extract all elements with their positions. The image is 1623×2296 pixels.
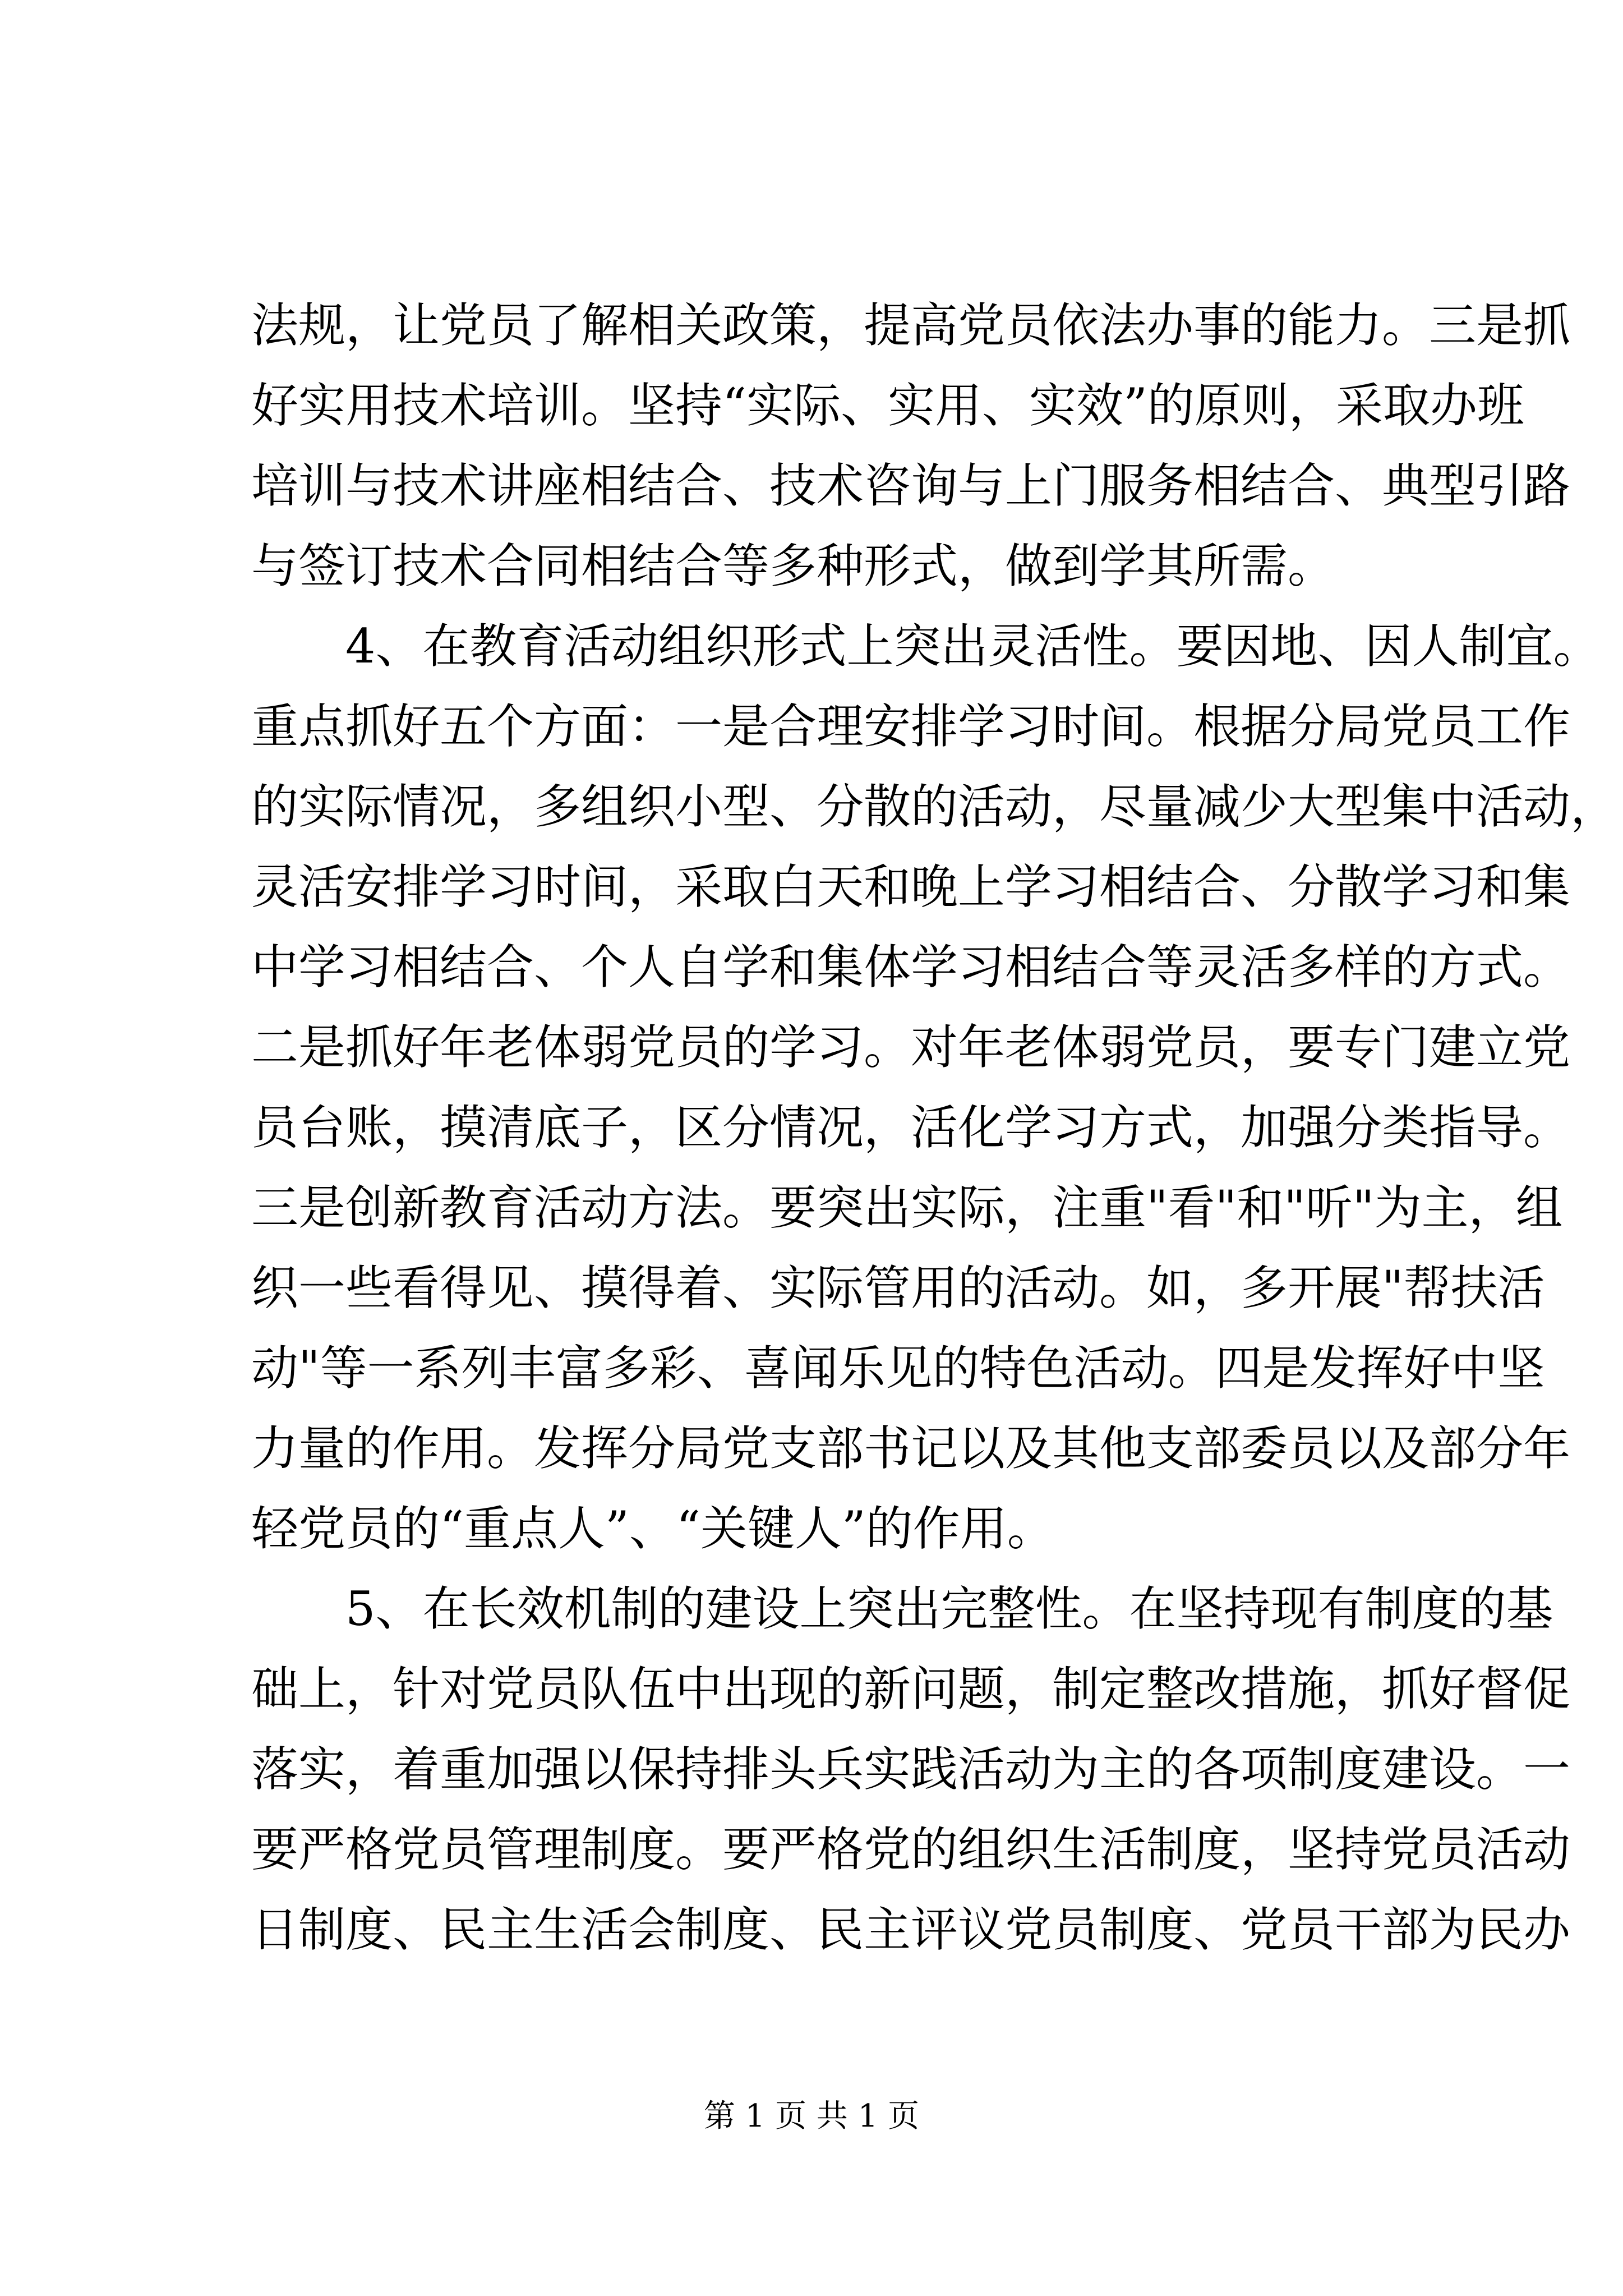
text-line: 员台账，摸清底子，区分情况，活化学习方式，加强分类指导。 <box>251 1100 1571 1155</box>
page-footer: 第 1 页 共 1 页 <box>703 2098 920 2134</box>
text-line: 法规，让党员了解相关政策，提高党员依法办事的能力。三是抓 <box>251 298 1571 353</box>
text-line: 要严格党员管理制度。要严格党的组织生活制度，坚持党员活动 <box>251 1822 1571 1877</box>
text-line: 中学习相结合、个人自学和集体学习相结合等灵活多样的方式。 <box>251 940 1571 995</box>
text-line: 轻党员的“重点人”、“关键人”的作用。 <box>251 1501 1054 1556</box>
text-line: 日制度、民主生活会制度、民主评议党员制度、党员干部为民办 <box>251 1902 1571 1957</box>
text-line: 重点抓好五个方面：一是合理安排学习时间。根据分局党员工作 <box>251 699 1571 754</box>
text-line: 5、在长效机制的建设上突出完整性。在坚持现有制度的基 <box>251 1581 1553 1636</box>
text-line: 4、在教育活动组织形式上突出灵活性。要因地、因人制宜。 <box>251 619 1601 674</box>
text-line: 培训与技术讲座相结合、技术咨询与上门服务相结合、典型引路 <box>251 458 1571 513</box>
text-line: 织一些看得见、摸得着、实际管用的活动。如，多开展"帮扶活 <box>251 1260 1545 1315</box>
text-line: 与签订技术合同相结合等多种形式，做到学其所需。 <box>251 539 1335 593</box>
text-line: 础上，针对党员队伍中出现的新问题，制定整改措施，抓好督促 <box>251 1662 1571 1717</box>
text-line: 动"等一系列丰富多彩、喜闻乐见的特色活动。四是发挥好中坚 <box>251 1341 1545 1396</box>
text-line: 的实际情况，多组织小型、分散的活动，尽量减少大型集中活动， <box>251 779 1618 834</box>
text-line: 灵活安排学习时间，采取白天和晚上学习相结合、分散学习和集 <box>251 859 1571 914</box>
text-line: 力量的作用。发挥分局党支部书记以及其他支部委员以及部分年 <box>251 1421 1571 1476</box>
text-line: 好实用技术培训。坚持“实际、实用、实效”的原则，采取办班 <box>251 378 1524 433</box>
text-line: 三是创新教育活动方法。要突出实际，注重"看"和"听"为主，组 <box>251 1180 1563 1235</box>
text-line: 二是抓好年老体弱党员的学习。对年老体弱党员，要专门建立党 <box>251 1020 1571 1075</box>
text-line: 落实，着重加强以保持排头兵实践活动为主的各项制度建设。一 <box>251 1742 1571 1797</box>
